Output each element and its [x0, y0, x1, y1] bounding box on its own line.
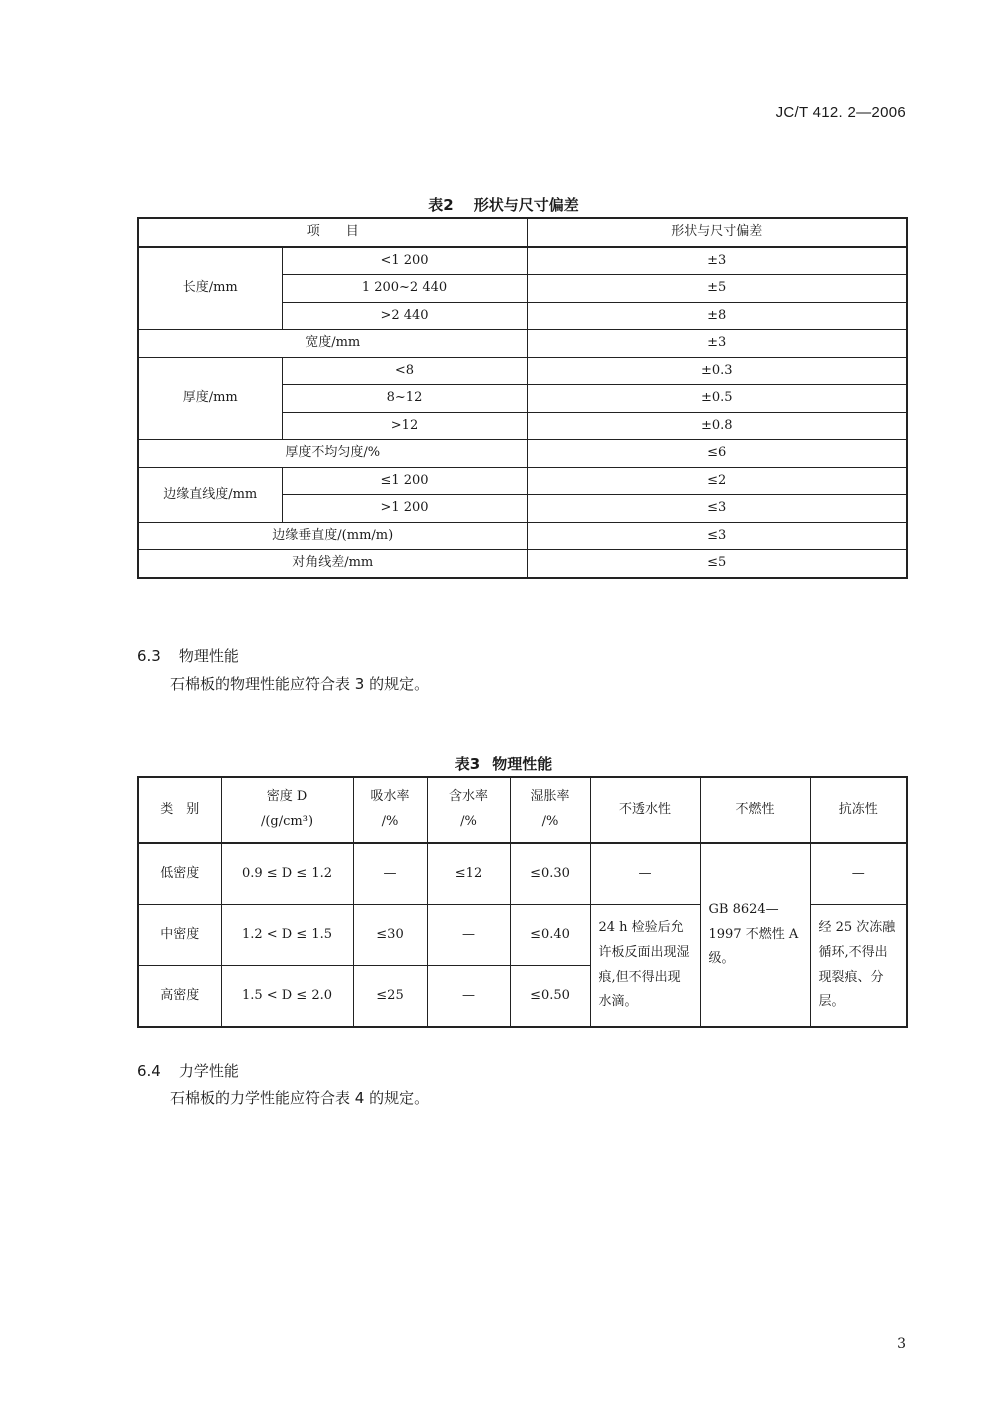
- t3-row1-absorb: —: [353, 843, 427, 905]
- t3-header-impermeable: 不透水性: [590, 777, 700, 843]
- t3-row2-absorb: ≤30: [353, 905, 427, 966]
- section-6-3-title: 物理性能: [178, 647, 239, 665]
- thickness-val-3: ±0.8: [527, 412, 907, 440]
- diagonal-label: 对角线差/mm: [138, 550, 527, 578]
- t3-header-category: 类 别: [138, 777, 221, 843]
- length-val-1: ±3: [527, 247, 907, 275]
- t3-header-moisture: [427, 777, 510, 843]
- t3-row3-category: 高密度: [138, 966, 221, 1028]
- length-cond-2: 1 200~2 440: [282, 275, 527, 303]
- length-val-3: ±8: [527, 302, 907, 330]
- t3-header-absorb-line2: /%: [381, 814, 399, 829]
- section-6-4-text: 石棉板的力学性能应符合表 4 的规定。: [170, 1089, 430, 1107]
- edge-straight-val-2: ≤3: [527, 495, 907, 523]
- t3-row3-swell: ≤0.50: [510, 966, 590, 1028]
- t3-row3-density: 1.5 < D ≤ 2.0: [221, 966, 353, 1028]
- t3-row2-density: 1.2 < D ≤ 1.5: [221, 905, 353, 966]
- t3-header-absorb-line1: 吸水率: [370, 789, 410, 805]
- t3-header-swell: [510, 777, 590, 843]
- length-cond-1: <1 200: [282, 247, 527, 275]
- t3-row2-category: 中密度: [138, 905, 221, 966]
- table2-caption-title: 形状与尺寸偏差: [473, 196, 579, 214]
- t3-row2-moisture: —: [427, 905, 510, 966]
- edge-straight-label: 边缘直线度/mm: [138, 467, 282, 522]
- t3-header-swell-line2: /%: [541, 814, 559, 829]
- t3-header-moisture-line2: /%: [460, 814, 477, 829]
- t3-row1-density: 0.9 ≤ D ≤ 1.2: [221, 843, 353, 905]
- length-cond-3: >2 440: [282, 302, 527, 330]
- t3-row3-moisture: —: [427, 966, 510, 1028]
- t3-noncombust-text: GB 8624—1997 不燃性 A 级。: [700, 843, 810, 1027]
- section-6-4-number: 6.4: [137, 1062, 161, 1080]
- section-6-3-heading: [137, 645, 239, 666]
- uniformity-label: 厚度不均匀度/%: [138, 440, 527, 468]
- t3-row1-category: 低密度: [138, 843, 221, 905]
- length-label: 长度/mm: [138, 247, 282, 330]
- t3-header-density-line2: /(g/cm³): [260, 814, 314, 829]
- table2-shape-deviation: [137, 217, 908, 579]
- t3-row1-swell: ≤0.30: [510, 843, 590, 905]
- t3-impermeable-low: —: [590, 843, 700, 905]
- thickness-label: 厚度/mm: [138, 357, 282, 440]
- edge-straight-cond-2: >1 200: [282, 495, 527, 523]
- page-number: 3: [897, 1336, 906, 1352]
- length-val-2: ±5: [527, 275, 907, 303]
- table2-caption-number: 表2: [428, 196, 454, 214]
- document-code: JC/T 412. 2—2006: [775, 104, 906, 121]
- section-6-4-title: 力学性能: [178, 1062, 239, 1080]
- t3-header-density: [221, 777, 353, 843]
- table3-caption-number: 表3: [454, 755, 481, 773]
- table2-header-value: 形状与尺寸偏差: [527, 218, 907, 247]
- edge-perp-val: ≤3: [527, 522, 907, 550]
- t3-impermeable-text: 24 h 检验后允许板反面出现湿痕,但不得出现水滴。: [590, 905, 700, 1028]
- t3-header-noncombust: 不燃性: [700, 777, 810, 843]
- table2-header-item: 项 目: [138, 218, 527, 247]
- table3-caption: [0, 753, 1007, 774]
- diagonal-val: ≤5: [527, 550, 907, 578]
- edge-straight-cond-1: ≤1 200: [282, 467, 527, 495]
- t3-frost-text: 经 25 次冻融循环,不得出现裂痕、分层。: [810, 905, 907, 1028]
- t3-header-swell-line1: 湿胀率: [530, 789, 570, 805]
- table2-caption: [0, 194, 1007, 215]
- edge-perp-label: 边缘垂直度/(mm/m): [138, 522, 527, 550]
- width-label: 宽度/mm: [138, 330, 527, 358]
- thickness-cond-2: 8~12: [282, 385, 527, 413]
- section-6-3-text: 石棉板的物理性能应符合表 3 的规定。: [170, 675, 430, 693]
- thickness-cond-1: <8: [282, 357, 527, 385]
- section-6-4-heading: [137, 1060, 239, 1081]
- t3-header-absorb: [353, 777, 427, 843]
- t3-header-moisture-line1: 含水率: [448, 789, 488, 805]
- t3-header-frost: 抗冻性: [810, 777, 907, 843]
- table3-caption-title: 物理性能: [492, 755, 553, 773]
- thickness-val-2: ±0.5: [527, 385, 907, 413]
- t3-row2-swell: ≤0.40: [510, 905, 590, 966]
- width-val: ±3: [527, 330, 907, 358]
- edge-straight-val-1: ≤2: [527, 467, 907, 495]
- t3-row1-moisture: ≤12: [427, 843, 510, 905]
- t3-row3-absorb: ≤25: [353, 966, 427, 1028]
- section-6-3-number: 6.3: [137, 647, 161, 665]
- thickness-cond-3: >12: [282, 412, 527, 440]
- t3-header-density-line1: 密度 D: [266, 789, 308, 805]
- uniformity-val: ≤6: [527, 440, 907, 468]
- table3-physical-properties: [137, 776, 908, 1028]
- t3-frost-low: —: [810, 843, 907, 905]
- thickness-val-1: ±0.3: [527, 357, 907, 385]
